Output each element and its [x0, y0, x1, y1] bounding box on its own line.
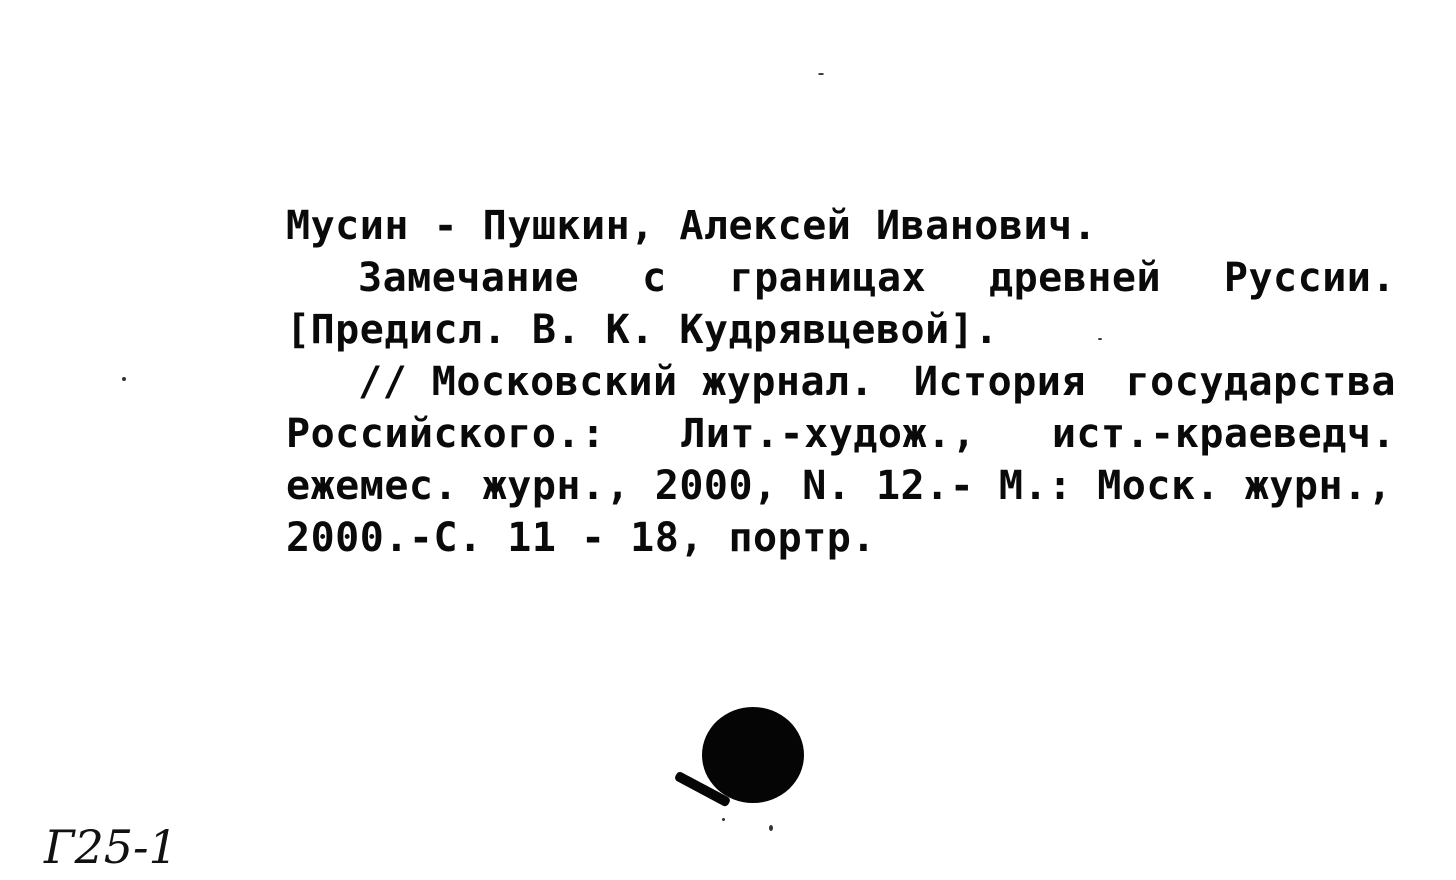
title-word: с: [642, 255, 667, 301]
source-word: // Московский журнал.: [358, 359, 875, 405]
title-line: [286, 252, 1396, 304]
title-word: Замечание: [358, 255, 580, 301]
source-word: Российского.:: [286, 411, 606, 457]
source-line: [286, 356, 1396, 408]
shelfmark: Г25-1: [44, 820, 178, 874]
speck: [722, 818, 725, 821]
author-line: Мусин - Пушкин, Алексей Иванович.: [286, 203, 1098, 249]
bibliographic-entry: [286, 200, 1396, 564]
source-line-2: [286, 408, 1396, 460]
pages-line: 2000.-С. 11 - 18, портр.: [286, 515, 876, 561]
source-word: государства: [1125, 359, 1396, 405]
speck: [122, 377, 126, 381]
source-line-3: ежемес. журн., 2000, N. 12.- М.: Моск. журн.,: [286, 463, 1393, 509]
source-word: ист.-краеведч.: [1051, 411, 1396, 457]
source-word: История: [913, 359, 1086, 405]
speck: [818, 73, 824, 75]
preface-line: [Предисл. В. К. Кудрявцевой].: [286, 307, 999, 353]
title-word: древней: [988, 255, 1162, 301]
title-word: границах: [729, 255, 927, 301]
speck: [769, 825, 773, 831]
speck: [1098, 338, 1102, 340]
punch-hole: [702, 707, 804, 803]
source-word: Лит.-худож.,: [681, 411, 977, 457]
title-word: Руссии.: [1223, 255, 1396, 301]
